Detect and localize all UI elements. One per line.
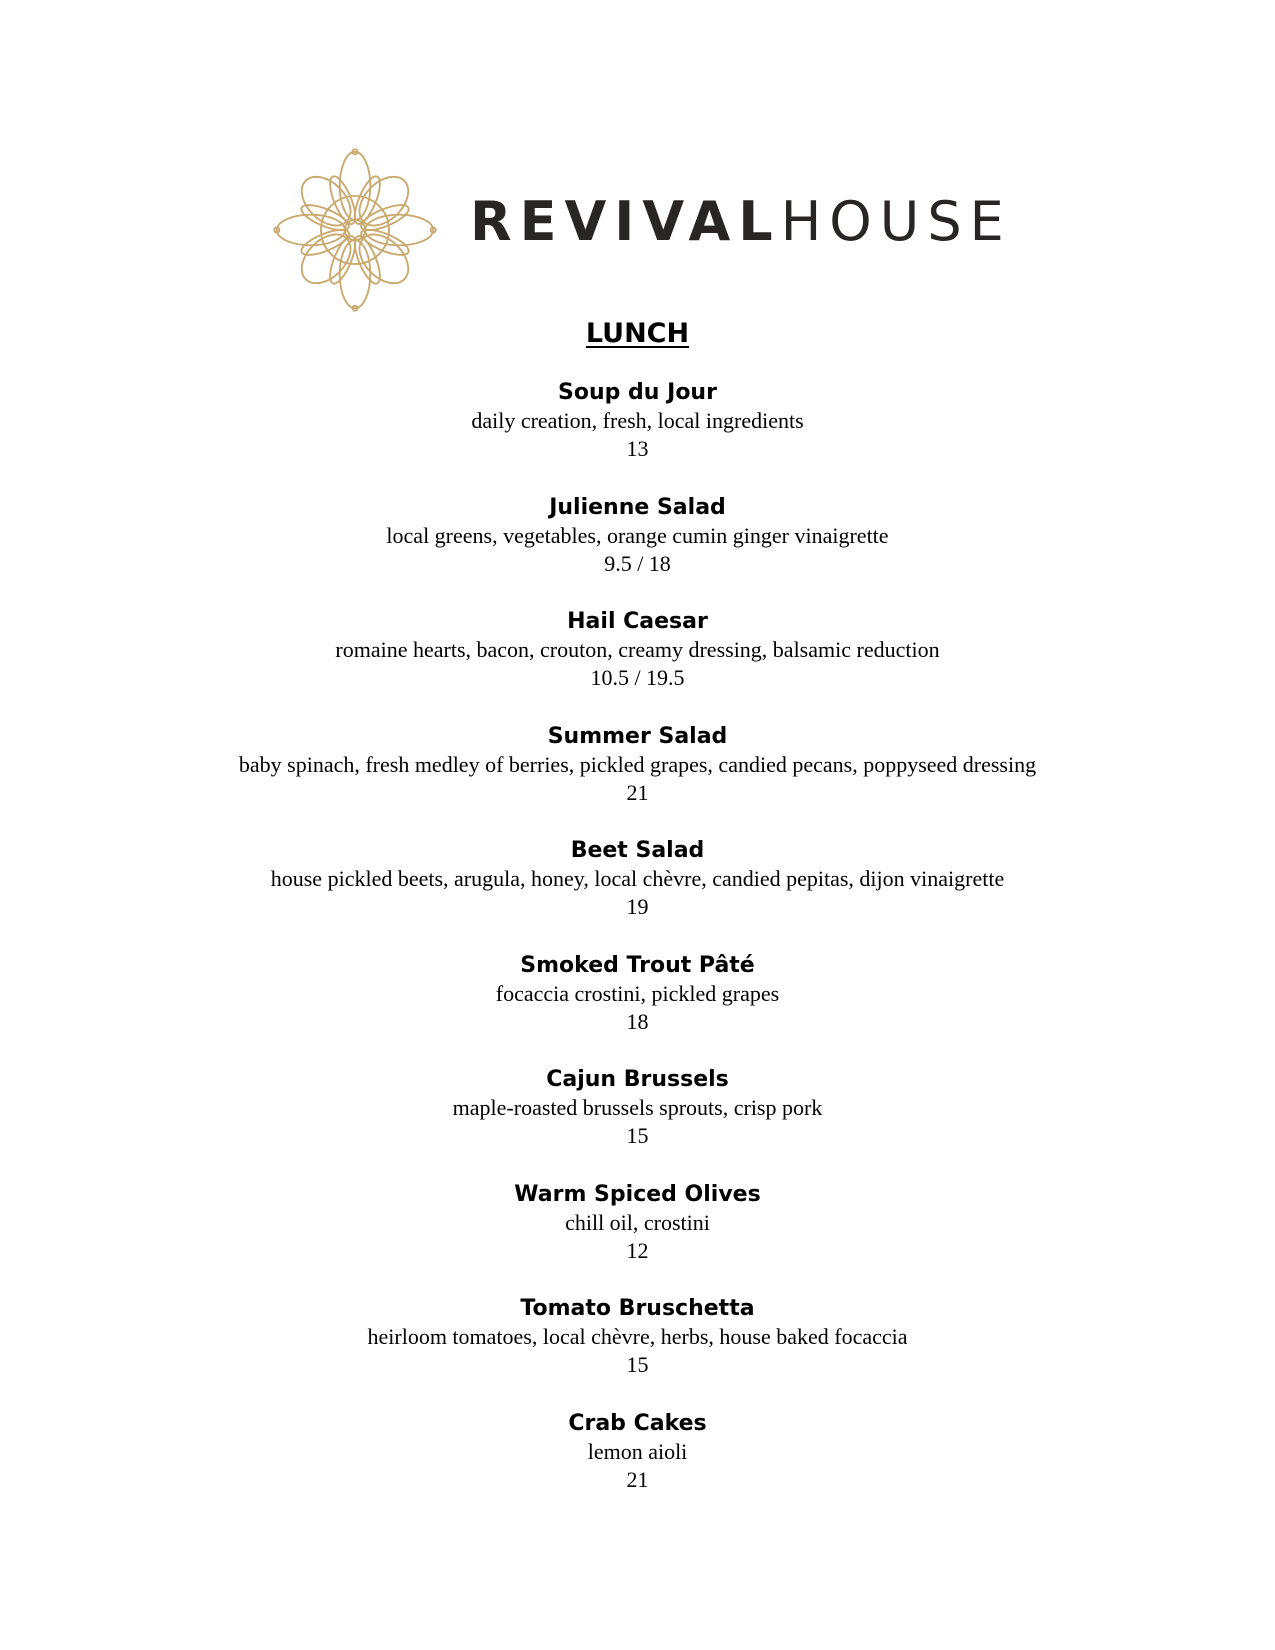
brand-part-revival: REVIVAL [470,190,781,253]
item-price: 18 [626,1008,649,1034]
item-price: 9.5 / 18 [604,550,671,576]
item-description: heirloom tomatoes, local chèvre, herbs, house baked focaccia [367,1324,908,1349]
menu-item [0,1181,1275,1296]
item-description: focaccia crostini, pickled grapes [495,980,780,1006]
menu-item [0,837,1275,952]
item-price: 21 [626,779,649,805]
item-price: 13 [626,436,649,461]
menu-item [0,952,1275,1067]
menu-item [0,1066,1275,1181]
item-description: baby spinach, fresh medley of berries, pickled grapes, candied pecans, poppyseed dressing [238,751,1037,777]
item-name: Summer Salad [547,723,728,749]
item-description: daily creation, fresh, local ingredients [471,408,804,433]
item-name: Cajun Brussels [546,1067,729,1092]
menu-item [0,608,1275,723]
menu-item [0,723,1275,838]
item-name: Warm Spiced Olives [514,1181,761,1207]
floral-logo-icon [270,145,440,315]
item-price: 19 [626,894,649,919]
item-name: Tomato Bruschetta [520,1296,755,1321]
menu-item [0,379,1275,494]
brand-part-house: HOUSE [780,190,1012,253]
item-description: maple-roasted brussels sprouts, crisp pork [452,1095,823,1120]
item-name: Smoked Trout Pâté [520,952,755,978]
menu-list [0,379,1275,1524]
item-description: house pickled beets, arugula, honey, local chèvre, candied pepitas, dijon vinaigrette [270,866,1005,891]
item-name: Soup du Jour [558,380,717,405]
menu-item [0,1410,1275,1525]
item-price: 10.5 / 19.5 [590,665,685,690]
section-title: LUNCH [585,318,690,349]
menu-item [0,494,1275,609]
item-name: Beet Salad [570,838,705,863]
item-name: Julienne Salad [549,494,726,520]
item-description: lemon aioli [587,1438,688,1464]
item-name: Crab Cakes [568,1410,707,1436]
item-description: romaine hearts, bacon, crouton, creamy dressing, balsamic reduction [335,637,940,662]
item-price: 12 [626,1237,649,1263]
item-description: local greens, vegetables, orange cumin ginger vinaigrette [386,522,889,548]
item-price: 15 [626,1352,649,1377]
item-description: chill oil, crostini [565,1209,710,1235]
item-price: 21 [626,1466,649,1492]
header-logo [270,145,1010,325]
item-price: 15 [626,1123,649,1148]
menu-item [0,1295,1275,1410]
item-name: Hail Caesar [567,609,708,634]
brand-wordmark [470,190,1012,253]
